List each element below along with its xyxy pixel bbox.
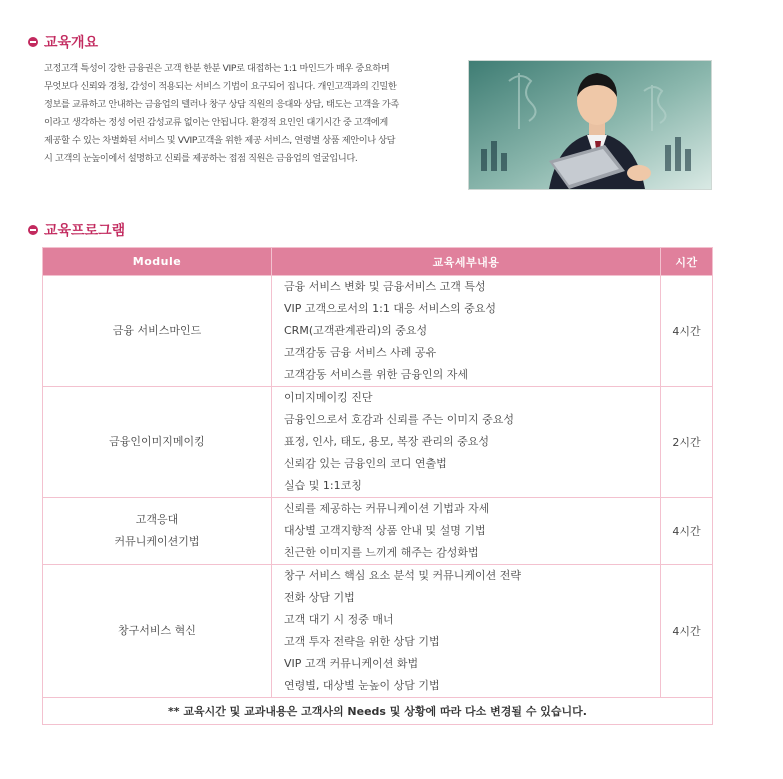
detail-item: 이미지메이킹 진단 — [284, 391, 373, 404]
overview-line: 무엇보다 신뢰와 경청, 감성이 적용되는 서비스 기법이 요구되어 집니다. 개인고객과의 긴밀한 — [44, 81, 397, 92]
table-row — [43, 565, 713, 698]
header-module: Module — [43, 248, 272, 276]
table-header-row — [43, 248, 713, 276]
overview-line: 고정고객 특성이 강한 금융권은 고객 한분 한분 VIP로 대접하는 1:1 마인드가 매우 중요하며 — [44, 63, 390, 74]
overview-line: 제공할 수 있는 차별화된 서비스 및 VVIP고객을 위한 제공 서비스, 연령별 상품 제안이나 상담 — [44, 135, 396, 146]
bullet-minus-icon — [28, 225, 38, 235]
module-cell: 금융인이미지메이킹 — [43, 387, 272, 498]
program-title-text: 교육프로그램 — [44, 223, 126, 239]
detail-item: 표정, 인사, 태도, 용모, 복장 관리의 중요성 — [284, 435, 489, 448]
details-cell — [272, 276, 661, 387]
module-line: 커뮤니케이션기법 — [114, 535, 200, 548]
overview-text — [44, 60, 449, 168]
detail-item: 연령별, 대상별 눈높이 상담 기법 — [284, 679, 440, 692]
detail-item: 신뢰감 있는 금융인의 코디 연출법 — [284, 457, 447, 470]
detail-item: VIP 고객으로서의 1:1 대응 서비스의 중요성 — [284, 302, 496, 315]
hours-cell: 4시간 — [661, 565, 713, 698]
detail-item: 금융인으로서 호감과 신뢰를 주는 이미지 중요성 — [284, 413, 515, 426]
hours-cell: 4시간 — [661, 276, 713, 387]
module-cell — [43, 498, 272, 565]
detail-item: 실습 및 1:1코칭 — [284, 479, 362, 492]
table-note-row — [43, 698, 713, 725]
module-line: 고객응대 — [135, 513, 179, 526]
table-row — [43, 387, 713, 498]
module-cell: 금융 서비스마인드 — [43, 276, 272, 387]
detail-item: 친근한 이미지를 느끼게 해주는 감성화법 — [284, 546, 479, 559]
overview-title-text: 교육개요 — [44, 35, 99, 51]
details-cell — [272, 498, 661, 565]
detail-item: 대상별 고객지향적 상품 안내 및 설명 기법 — [284, 524, 486, 537]
hours-cell: 2시간 — [661, 387, 713, 498]
detail-item: CRM(고객관계관리)의 중요성 — [284, 324, 428, 337]
hours-cell: 4시간 — [661, 498, 713, 565]
program-table — [42, 247, 713, 725]
bullet-minus-icon — [28, 37, 38, 47]
detail-item: 창구 서비스 핵심 요소 분석 및 커뮤니케이션 전략 — [284, 569, 521, 582]
table-row — [43, 276, 713, 387]
detail-item: 금융 서비스 변화 및 금융서비스 고객 특성 — [284, 280, 486, 293]
detail-item: 고객감동 서비스를 위한 금융인의 자세 — [284, 368, 469, 381]
photo-illustration — [469, 61, 711, 189]
table-row — [43, 498, 713, 565]
detail-item: 고객감동 금융 서비스 사례 공유 — [284, 346, 437, 359]
overview-line: 이라고 생각하는 정성 어린 감성교류 없이는 안됩니다. 환경적 요인인 대기시간 중 고객에게 — [44, 117, 388, 128]
details-cell — [272, 387, 661, 498]
businessman-laptop-photo — [468, 60, 712, 190]
program-section-title — [28, 220, 125, 240]
detail-item: 전화 상담 기법 — [284, 591, 355, 604]
header-details: 교육세부내용 — [272, 248, 661, 276]
detail-item: 고객 대기 시 정중 매너 — [284, 613, 394, 626]
header-hours: 시간 — [661, 248, 713, 276]
schedule-note: ** 교육시간 및 교과내용은 고객사의 Needs 및 상황에 따라 다소 변경될 수 있습니다. — [43, 698, 713, 725]
detail-item: 신뢰를 제공하는 커뮤니케이션 기법과 자세 — [284, 502, 490, 515]
overview-line: 정보를 교류하고 안내하는 금융업의 텔러나 창구 상담 직원의 응대와 상담, 태도는 고객을 가족 — [44, 99, 399, 110]
overview-line: 시 고객의 눈높이에서 설명하고 신뢰를 제공하는 접점 직원은 금융업의 얼굴입니다. — [44, 153, 358, 164]
module-cell: 창구서비스 혁신 — [43, 565, 272, 698]
detail-item: 고객 투자 전략을 위한 상담 기법 — [284, 635, 440, 648]
details-cell — [272, 565, 661, 698]
overview-section-title — [28, 32, 98, 52]
detail-item: VIP 고객 커뮤니케이션 화법 — [284, 657, 419, 670]
